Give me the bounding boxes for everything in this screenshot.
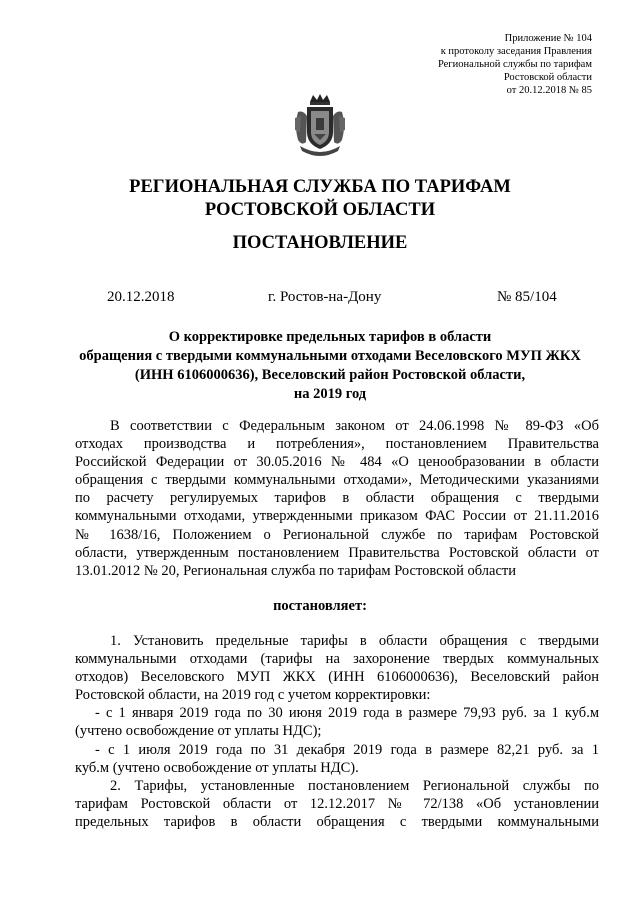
body-line: отходов) Веселовского МУП ЖКХ (ИНН 6106000636), Веселовский район — [75, 669, 599, 686]
subject-line: обращения с твердыми коммунальными отходами Веселовского МУП ЖКХ — [79, 348, 581, 364]
body-line: тарифам Ростовской области от 12.12.2017 № 72/138 «Об установлении — [75, 795, 599, 812]
subject-line: О корректировке предельных тарифов в области — [168, 329, 492, 345]
preamble-line: обращения с твердыми коммунальными отходами», Методическими указаниями — [75, 472, 599, 489]
body-line: куб.м (учтено освобождение от уплаты НДС). — [75, 759, 359, 776]
body-line: Ростовской области, на 2019 год с учетом корректировки: — [75, 687, 431, 704]
rostov-coat-of-arms-icon — [292, 92, 348, 158]
preamble-line: В соответствии с Федеральным законом от 24.06.1998 № 89-ФЗ «Об — [110, 418, 599, 434]
preamble-line: отходах производства и потребления», постановлением Правительства — [75, 436, 599, 453]
preamble-line: коммунальными отходами, утвержденными приказом ФАС России от 21.11.2016 — [75, 508, 599, 525]
document-subject — [60, 328, 600, 404]
appendix-line: Региональной службы по тарифам — [437, 59, 592, 70]
organization-title-line: РОСТОВСКОЙ ОБЛАСТИ — [204, 200, 436, 220]
document-date: 20.12.2018 — [107, 289, 175, 305]
body-line: предельных тарифов в области обращения с твердыми коммунальными — [75, 813, 599, 830]
subject-line: (ИНН 6106000636), Веселовский район Ростовской области, — [134, 367, 526, 383]
preamble-line: области, утвержденным постановлением Правительства Ростовской области от — [75, 544, 599, 561]
body-line: - с 1 января 2019 года по 30 июня 2019 года в размере 79,93 руб. за 1 куб.м — [95, 705, 599, 722]
document-number: № 85/104 — [497, 289, 557, 305]
organization-title-line: РЕГИОНАЛЬНАЯ СЛУЖБА ПО ТАРИФАМ — [129, 177, 511, 197]
preamble-line: по расчету регулируемых тарифов в области обращения с твердыми — [75, 490, 599, 507]
appendix-note — [438, 32, 592, 97]
appendix-line: Ростовской области — [503, 72, 592, 83]
appendix-line: к протоколу заседания Правления — [440, 46, 592, 57]
appendix-line: от 20.12.2018 № 85 — [506, 85, 592, 96]
body-line: (учтено освобождение от уплаты НДС); — [75, 723, 322, 740]
subject-line: на 2019 год — [293, 386, 367, 402]
preamble-line: № 1638/16, Положением о Региональной службе по тарифам Ростовской — [75, 526, 599, 543]
preamble-line: Российской Федерации от 30.05.2016 № 484 «О ценообразовании в области — [75, 454, 599, 471]
appendix-line: Приложение № 104 — [504, 33, 592, 44]
document-city: г. Ростов-на-Дону — [268, 289, 382, 305]
resolution-body — [75, 632, 599, 831]
body-line: коммунальными отходами (тарифы на захоронение твердых коммунальных — [75, 651, 599, 668]
body-line: - с 1 июля 2019 года по 31 декабря 2019 года в размере 82,21 руб. за 1 — [95, 741, 599, 758]
body-line: 2. Тарифы, установленные постановлением Региональной службы по — [110, 777, 599, 794]
preamble-paragraph — [75, 417, 599, 580]
preamble-line: 13.01.2012 № 20, Региональная служба по тарифам Ростовской области — [75, 562, 516, 579]
organization-title — [60, 176, 580, 222]
resolves-heading: постановляет: — [273, 598, 367, 614]
document-type: ПОСТАНОВЛЕНИЕ — [232, 233, 408, 253]
body-line: 1. Установить предельные тарифы в области обращения с твердыми — [110, 633, 599, 649]
